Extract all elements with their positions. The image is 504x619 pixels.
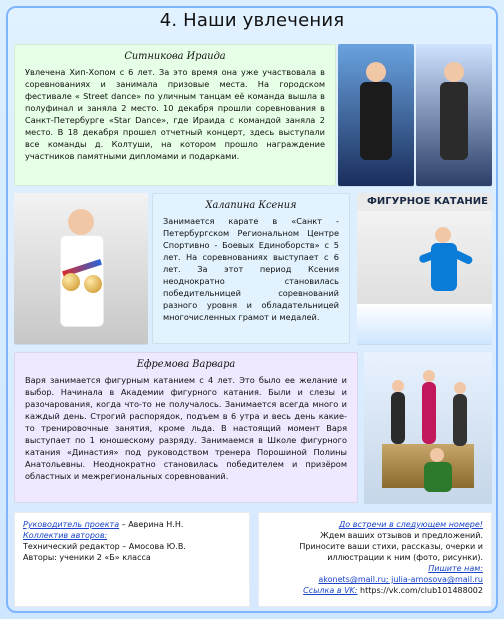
person-figure (386, 380, 410, 452)
authors: Авторы: ученики 2 «Б» класса (23, 553, 151, 562)
person-figure (448, 382, 472, 454)
authors-team-label[interactable]: Коллектив авторов: (23, 531, 108, 540)
photo-magazine (357, 193, 492, 344)
emails-link[interactable]: akonets@mail.ru; julia-amosova@mail.ru (318, 575, 483, 584)
see-you-link[interactable]: До встречи в следующем номере! (339, 520, 483, 529)
medal-icon (84, 275, 102, 293)
photo-khalapina (14, 193, 148, 344)
body-shape (440, 82, 468, 160)
photo-sitnikova-2 (416, 44, 492, 186)
head-shape (392, 380, 404, 392)
body-shape (424, 462, 452, 492)
skater-figure (415, 227, 475, 327)
photo-sitnikova-1 (338, 44, 414, 186)
person-figure (416, 448, 460, 496)
project-leader-value: – Аверина Н.Н. (119, 520, 184, 529)
page-title: 4. Наши увлечения (159, 10, 345, 31)
body-shape (391, 392, 405, 444)
waiting-text: Ждем ваших отзывов и предложений. (320, 531, 483, 540)
write-us-link[interactable]: Пишите нам: (428, 564, 483, 573)
section-text: Занимается карате в «Санкт - Петербургском Региональном Центре Спортивно - Боевых Единоборств» с 5 лет. На соревнованиях выступает с 6 лет. За этот период Ксения неоднократно становилась победительницей соревнований разного уровня и обладательницей многочисленных грамот и медалей. (163, 216, 339, 322)
head-shape (454, 382, 466, 394)
bring-text: Приносите ваши стихи, рассказы, очерки и (299, 542, 483, 551)
head-shape (430, 448, 444, 462)
section-title: Ефремова Варвара (136, 359, 236, 370)
head-shape (68, 209, 94, 235)
person-figure (432, 62, 476, 172)
vk-line (267, 585, 483, 596)
magazine-title: ФИГУРНОЕ КАТАНИЕ (367, 196, 488, 207)
footer-left-line (23, 530, 241, 541)
footer-left (14, 512, 250, 607)
person-figure (356, 62, 396, 172)
section-khalapina (152, 193, 350, 344)
head-shape (444, 62, 464, 82)
section-title: Ситникова Ираида (124, 51, 226, 62)
section-sitnikova (14, 44, 336, 186)
tech-editor: Технический редактор – Амосова Ю.В. (23, 542, 186, 551)
section-text: Увлечена Хип-Хопом с 6 лет. За это время она уже участвовала в соревнованиях и занимала призовые места. На городском фестивале « Street dance» по уличным танцам её команда вышла в полуфинал и заняла 2 место. 10 декабря прошли соревнования в Санкт-Петербурге «Star Dance», где Ираида с командой заняла 2 место. В 18 декабря прошел отчетный концерт, здесь выступали все команды д. Колтуши, на котором прошло награждение участников памятными дипломами и подарками. (25, 67, 325, 161)
head-shape (366, 62, 386, 82)
body-shape (422, 382, 436, 444)
illustrations-text: иллюстрации к ним (фото, рисунки). (327, 553, 483, 562)
vk-url[interactable]: https://vk.com/club101488002 (357, 586, 483, 595)
photo-efremova (364, 352, 492, 503)
vk-label-link[interactable]: Ссылка в VK: (303, 586, 358, 595)
body-shape (453, 394, 467, 446)
person-figure (416, 370, 442, 454)
project-leader-label[interactable]: Руководитель проекта (23, 520, 120, 529)
footer-left-line (23, 519, 241, 530)
footer-right (258, 512, 492, 607)
body-shape (360, 82, 392, 160)
section-text: Варя занимается фигурным катанием с 4 лет. Это было ее желание и выбор. Начинала в Академии фигурного катания. Были и слезы и разочарования, когда что-то не получалось. Занимается всегда много и каждый день. Строгий распорядок, подъем в 6 утра и весь день какие-то тренировочные занятия, кроме льда. В настоящий момент Варя выступает по 1 юношескому разряду. Занимаемся в Школе фигурного катания «Династия» под руководством тренера Порошиной Полины Анатольевны. Неоднократно становилась победителем и призёром областных и межрегиональных соревнований. (25, 375, 347, 481)
head-shape (435, 227, 451, 243)
section-efremova (14, 352, 358, 503)
person-figure (48, 209, 114, 337)
head-shape (423, 370, 435, 382)
medal-icon (62, 273, 80, 291)
section-title: Халапина Ксения (205, 200, 297, 211)
